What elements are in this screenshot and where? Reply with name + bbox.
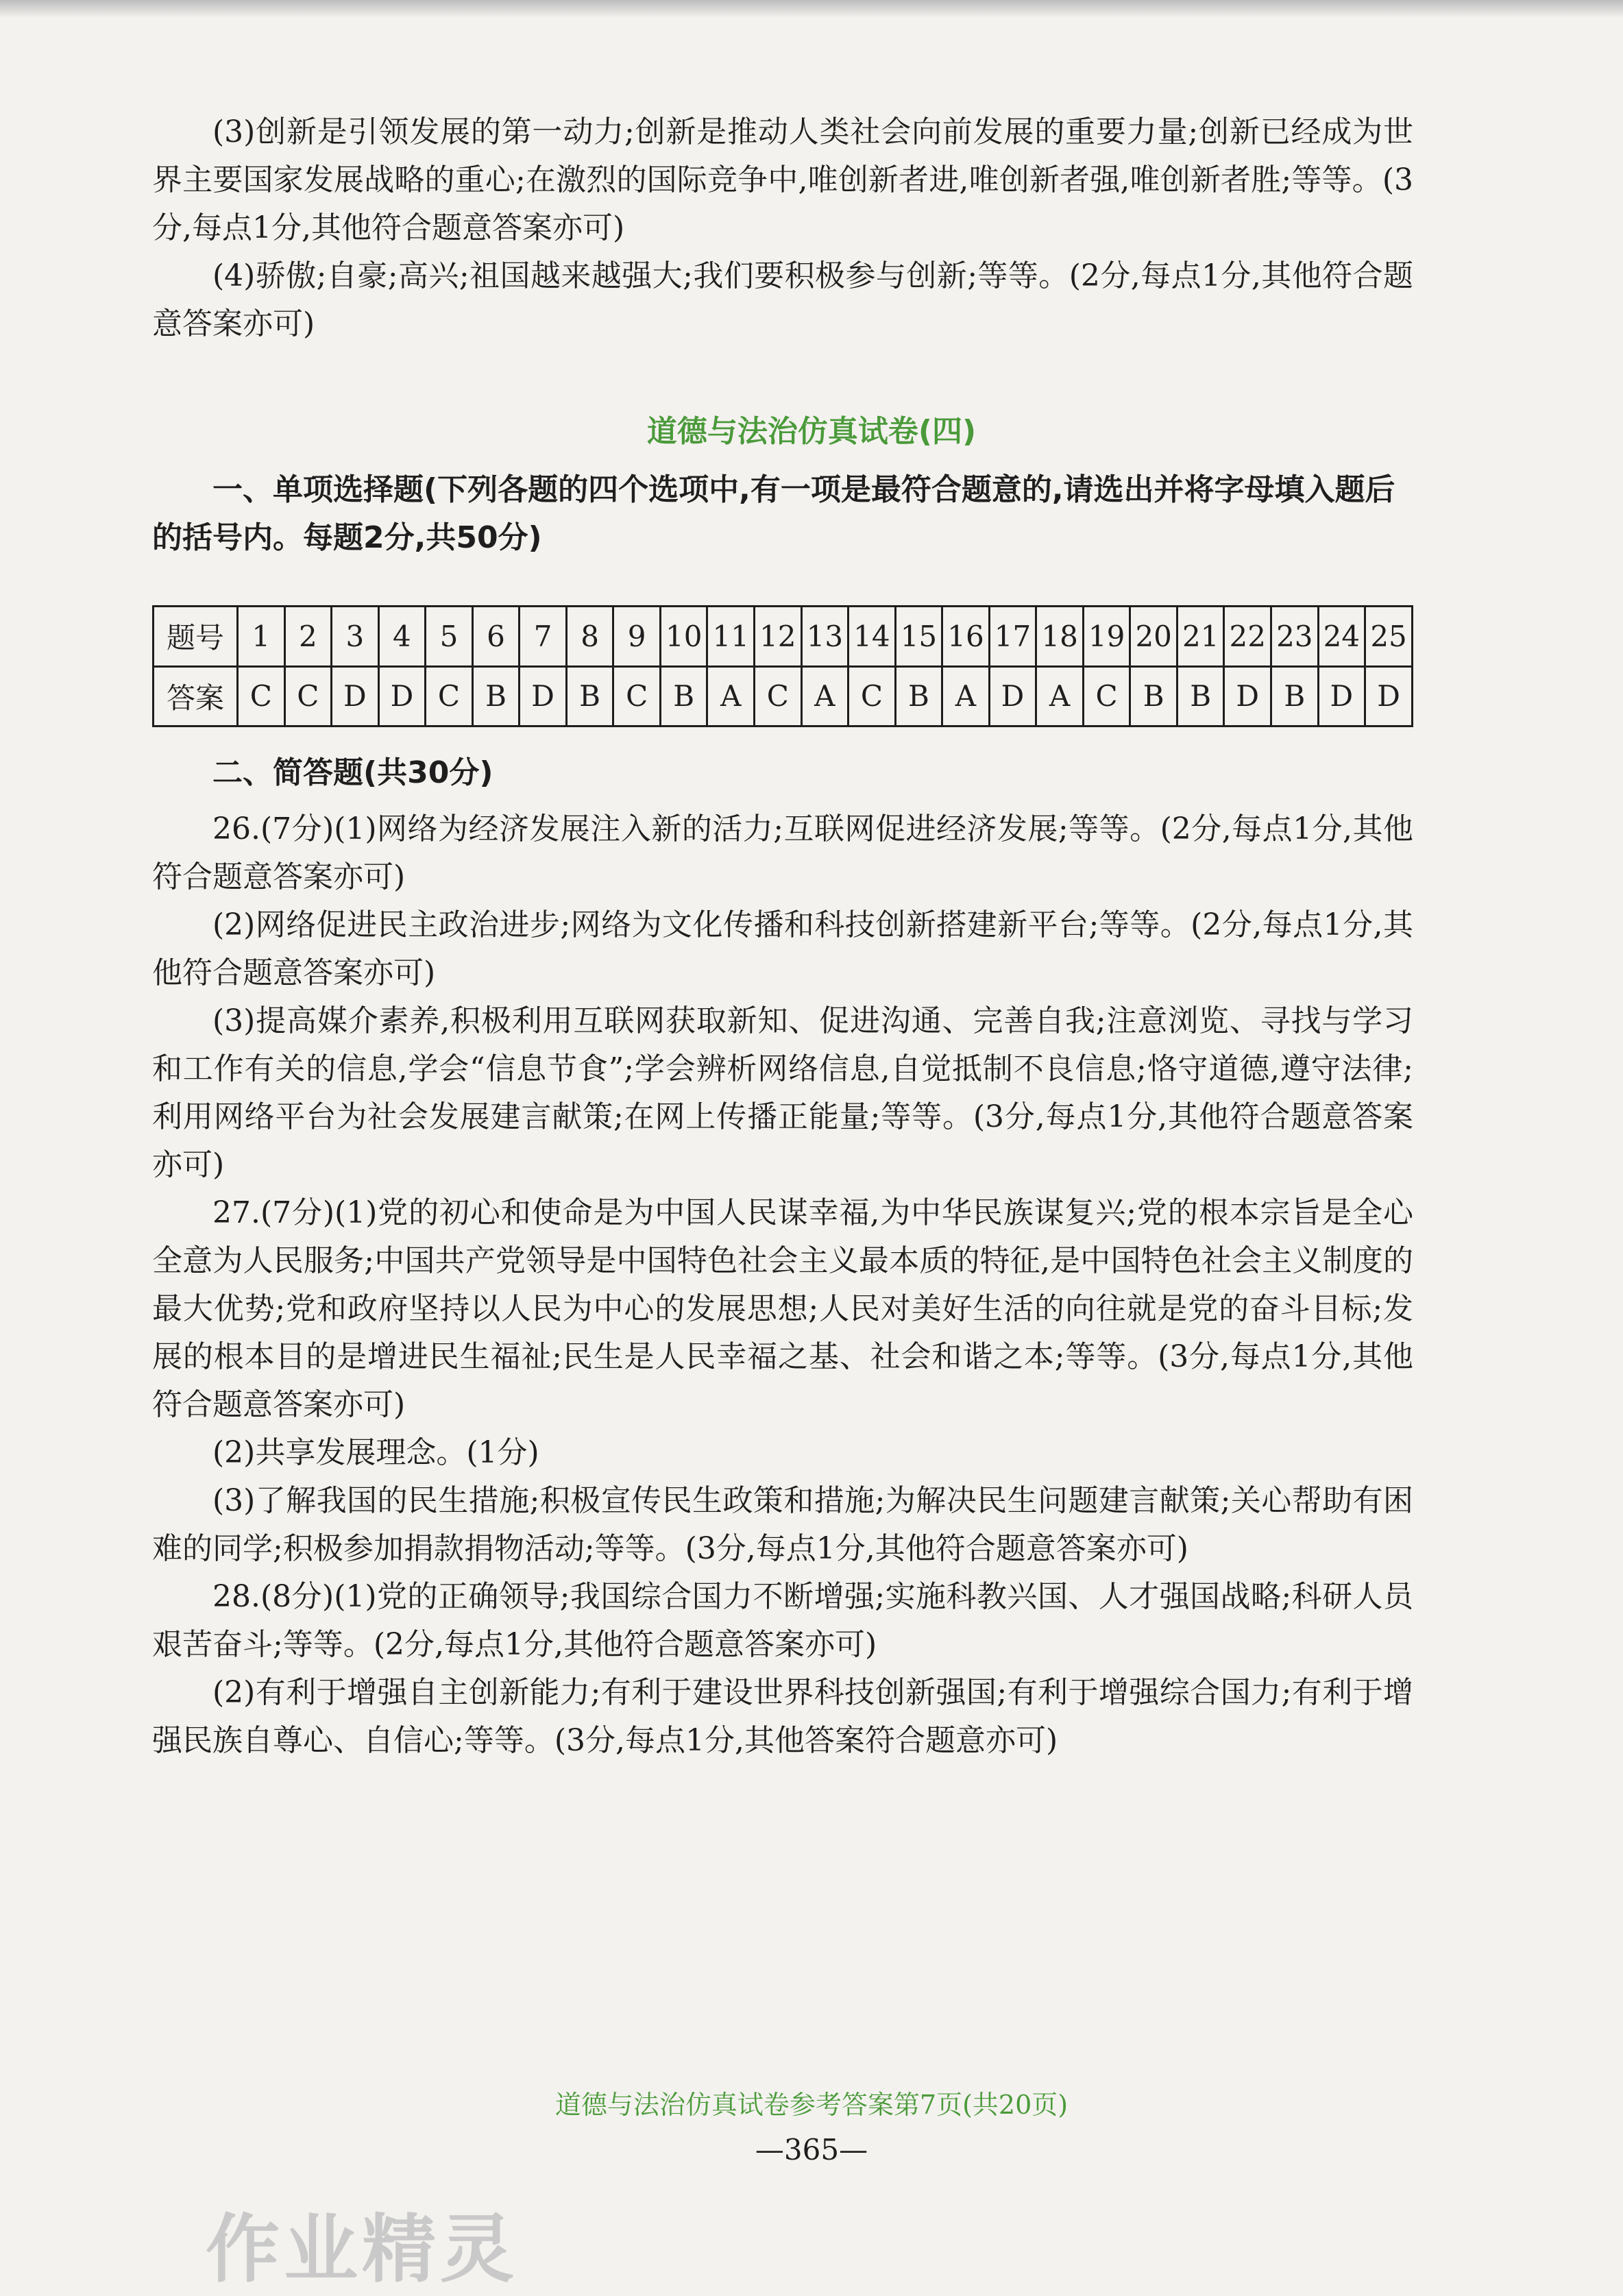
answer-cell: A bbox=[1036, 666, 1084, 726]
answer-cell: A bbox=[801, 666, 849, 726]
answer-cell: C bbox=[1083, 666, 1130, 726]
continued-answers bbox=[152, 108, 1413, 348]
answer-paragraph: (3)创新是引领发展的第一动力;创新是推动人类社会向前发展的重要力量;创新已经成为世界主要国家发展战略的重心;在激烈的国际竞争中,唯创新者进,唯创新者强,唯创新者胜;等等。(3分,每点1分,其他符合题意答案亦可) bbox=[152, 114, 1413, 245]
page-number: —365— bbox=[755, 2133, 868, 2166]
scan-edge bbox=[0, 0, 1623, 18]
answer-cell: B bbox=[1177, 666, 1224, 726]
row-label: 题号 bbox=[154, 607, 238, 667]
question-number: 19 bbox=[1083, 607, 1130, 667]
question-number: 3 bbox=[332, 607, 379, 667]
answer-cell: D bbox=[332, 666, 379, 726]
answer-paragraph: (3)提高媒介素养,积极利用互联网获取新知、促进沟通、完善自我;注意浏览、寻找与学习和工作有关的信息,学会“信息节食”;学会辨析网络信息,自觉抵制不良信息;恪守道德,遵守法律;利用网络平台为社会发展建言献策;在网上传播正能量;等等。(3分,每点1分,其他符合题意答案亦可) bbox=[152, 1003, 1413, 1182]
question-number: 25 bbox=[1365, 607, 1413, 667]
answer-paragraph: (3)了解我国的民生措施;积极宣传民生政策和措施;为解决民生问题建言献策;关心帮助有困难的同学;积极参加捐款捐物活动;等等。(3分,每点1分,其他符合题意答案亦可) bbox=[152, 1483, 1413, 1566]
question-number: 21 bbox=[1177, 607, 1224, 667]
question-number: 5 bbox=[426, 607, 473, 667]
section-1-title: 一、单项选择题(下列各题的四个选项中,有一项是最符合题意的,请选出并将字母填入题后的括号内。每题2分,共50分) bbox=[152, 472, 1395, 555]
section-2-title: 二、简答题(共30分) bbox=[212, 755, 493, 790]
answer-cell: D bbox=[520, 666, 567, 726]
answer-cell: B bbox=[566, 666, 613, 726]
answer-paragraph: 27.(7分)(1)党的初心和使命是为中国人民谋幸福,为中华民族谋复兴;党的根本宗旨是全心全意为人民服务;中国共产党领导是中国特色社会主义最本质的特征,是中国特色社会主义制度的最大优势;党和政府坚持以人民为中心的发展思想;人民对美好生活的向往就是党的奋斗目标;发展的根本目的是增进民生福祉;民生是人民幸福之基、社会和谐之本;等等。(3分,每点1分,其他符合题意答案亦可) bbox=[152, 1195, 1413, 1422]
answer-cell: D bbox=[1365, 666, 1413, 726]
answer-cell: C bbox=[755, 666, 802, 726]
question-number: 6 bbox=[472, 607, 520, 667]
answer-cell: A bbox=[942, 666, 990, 726]
answer-cell: D bbox=[1224, 666, 1271, 726]
question-number: 4 bbox=[378, 607, 426, 667]
question-number: 16 bbox=[942, 607, 990, 667]
question-number: 12 bbox=[755, 607, 802, 667]
question-number: 18 bbox=[1036, 607, 1084, 667]
table-row bbox=[154, 666, 1413, 726]
answer-paragraph: (2)有利于增强自主创新能力;有利于建设世界科技创新强国;有利于增强综合国力;有利于增强民族自尊心、自信心;等等。(3分,每点1分,其他答案符合题意亦可) bbox=[152, 1675, 1413, 1758]
short-answers bbox=[152, 805, 1413, 1765]
question-number: 7 bbox=[520, 607, 567, 667]
answer-cell: B bbox=[895, 666, 942, 726]
question-number: 8 bbox=[566, 607, 613, 667]
answer-paragraph: (4)骄傲;自豪;高兴;祖国越来越强大;我们要积极参与创新;等等。(2分,每点1分,其他符合题意答案亦可) bbox=[152, 258, 1413, 341]
answer-paragraph: 28.(8分)(1)党的正确领导;我国综合国力不断增强;实施科教兴国、人才强国战略;科研人员艰苦奋斗;等等。(2分,每点1分,其他符合题意答案亦可) bbox=[152, 1579, 1413, 1662]
answer-table bbox=[152, 605, 1413, 727]
question-number: 11 bbox=[707, 607, 755, 667]
question-number: 23 bbox=[1271, 607, 1319, 667]
question-number: 17 bbox=[989, 607, 1036, 667]
answer-cell: B bbox=[1271, 666, 1319, 726]
answer-cell: D bbox=[378, 666, 426, 726]
answer-cell: C bbox=[849, 666, 896, 726]
question-number: 20 bbox=[1130, 607, 1177, 667]
answer-cell: D bbox=[1318, 666, 1365, 726]
answer-paragraph: 26.(7分)(1)网络为经济发展注入新的活力;互联网促进经济发展;等等。(2分,每点1分,其他符合题意答案亦可) bbox=[152, 811, 1413, 894]
answer-cell: B bbox=[472, 666, 520, 726]
watermark: 作业精灵 bbox=[206, 2207, 519, 2293]
question-number: 10 bbox=[660, 607, 707, 667]
question-number: 24 bbox=[1318, 607, 1365, 667]
answer-cell: C bbox=[613, 666, 661, 726]
answer-cell: A bbox=[707, 666, 755, 726]
question-number: 14 bbox=[849, 607, 896, 667]
table-row bbox=[154, 607, 1413, 667]
row-label: 答案 bbox=[154, 666, 238, 726]
question-number: 1 bbox=[238, 607, 285, 667]
answer-cell: C bbox=[284, 666, 332, 726]
answer-cell: B bbox=[660, 666, 707, 726]
exam-title: 道德与法治仿真试卷(四) bbox=[646, 414, 977, 449]
question-number: 15 bbox=[895, 607, 942, 667]
question-number: 13 bbox=[801, 607, 849, 667]
answer-cell: D bbox=[989, 666, 1036, 726]
answer-cell: B bbox=[1130, 666, 1177, 726]
question-number: 9 bbox=[613, 607, 661, 667]
question-number: 2 bbox=[284, 607, 332, 667]
page-footer: 道德与法治仿真试卷参考答案第7页(共20页) bbox=[554, 2090, 1069, 2120]
answer-cell: C bbox=[426, 666, 473, 726]
question-number: 22 bbox=[1224, 607, 1271, 667]
answer-cell: C bbox=[238, 666, 285, 726]
answer-paragraph: (2)共享发展理念。(1分) bbox=[212, 1435, 539, 1470]
answer-paragraph: (2)网络促进民主政治进步;网络为文化传播和科技创新搭建新平台;等等。(2分,每点1分,其他符合题意答案亦可) bbox=[152, 907, 1413, 990]
